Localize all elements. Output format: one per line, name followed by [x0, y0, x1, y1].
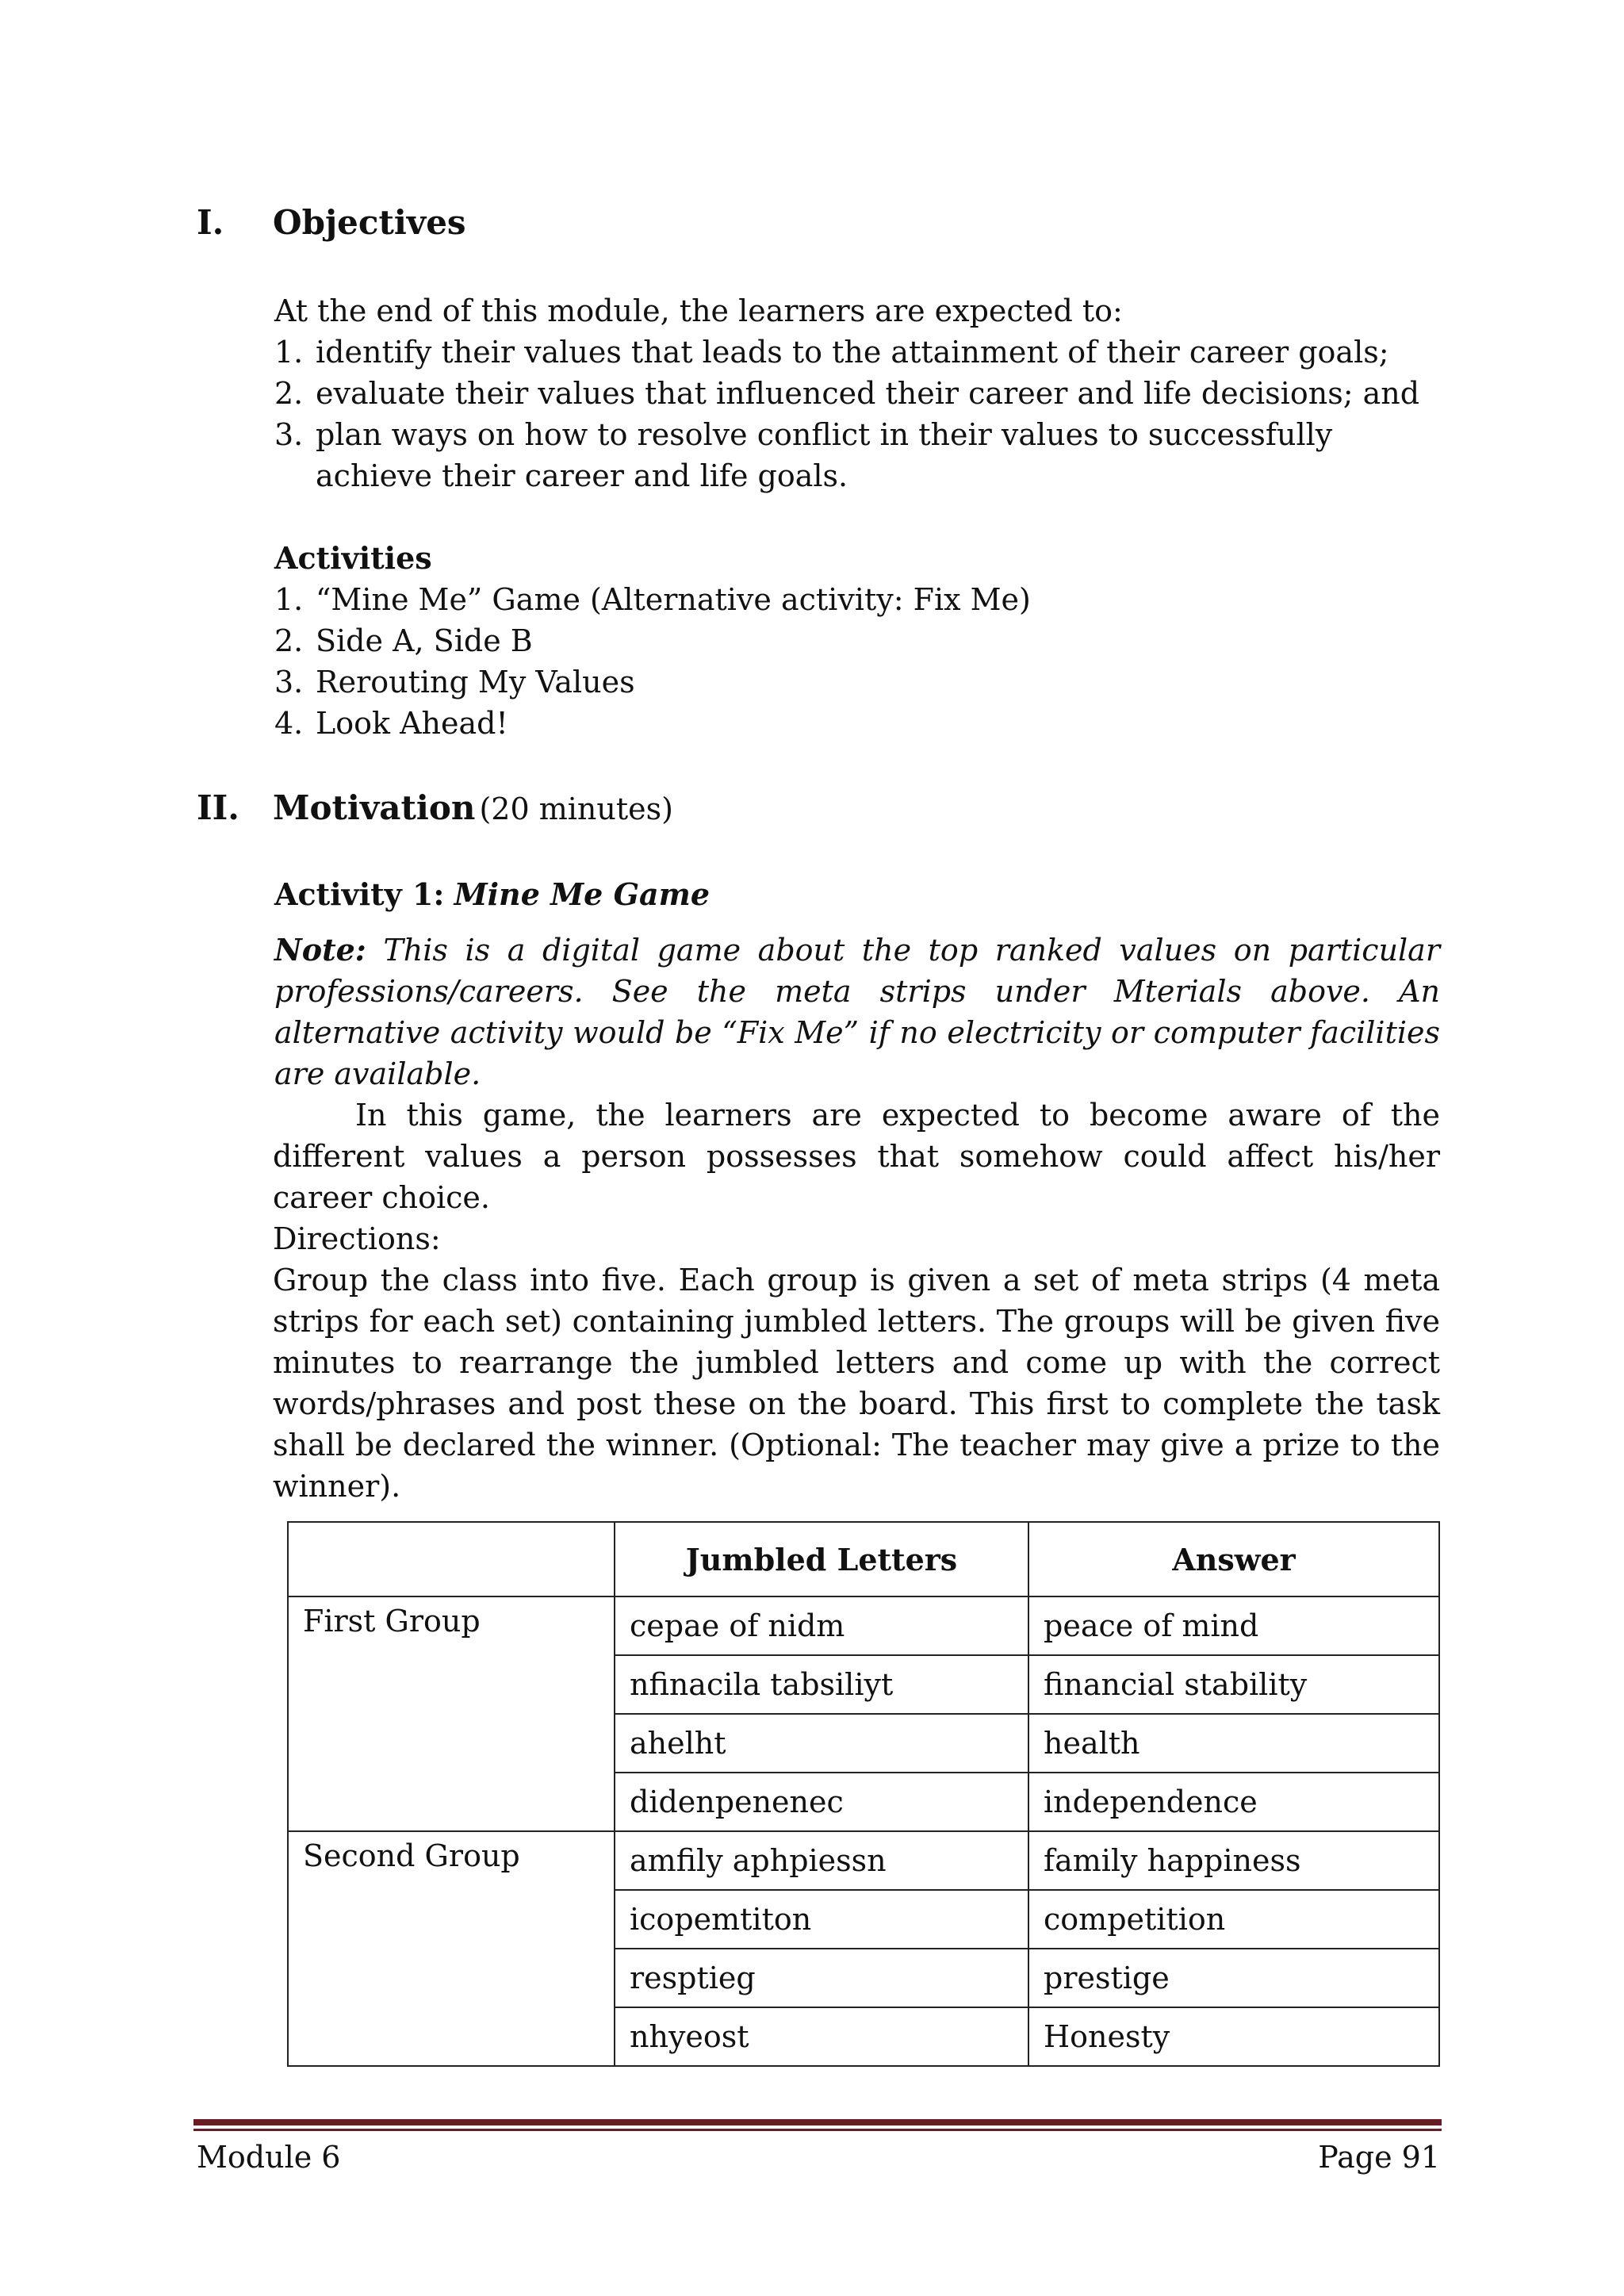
list-item	[274, 703, 1440, 744]
activity-note	[274, 930, 1440, 1094]
footer-page-number: Page 91	[1318, 2140, 1440, 2175]
objectives-list	[274, 332, 1440, 496]
list-item-number: 1.	[274, 335, 304, 370]
activities-list	[274, 579, 1440, 744]
list-item-number: 4.	[274, 706, 304, 741]
directions-text: Group the class into five. Each group is given a set of meta strips (4 meta strips for each set) containing jumbled letters. The groups will be given five minutes to rearrange the jumbled letters and come up with the correct words/phrases and post these on the board. This first to complete the task shall be declared the winner. (Optional: The teacher may give a prize to the winner).	[273, 1263, 1440, 1504]
list-item-text: Look Ahead!	[316, 706, 508, 741]
list-item	[274, 332, 1440, 373]
note-label: Note:	[274, 932, 366, 968]
list-item-text: identify their values that leads to the attainment of their career goals;	[316, 335, 1389, 370]
section-heading-motivation	[273, 788, 673, 827]
list-item	[274, 414, 1440, 496]
activities-title: Activities	[274, 540, 432, 576]
list-item-number: 2.	[274, 376, 304, 411]
motivation-paragraph: In this game, the learners are expected to become aware of the different values a person possesses that somehow could affect his/her career choice.	[273, 1098, 1440, 1215]
list-item-text: evaluate their values that influenced their career and life decisions; and	[316, 376, 1420, 411]
list-item	[274, 661, 1440, 703]
table-header-jumbled: Jumbled Letters	[615, 1522, 1028, 1596]
directions-label: Directions:	[273, 1221, 441, 1256]
list-item-text: plan ways on how to resolve conflict in their values to successfully achieve their career and life goals.	[316, 417, 1333, 493]
jumbled-cell: nhyeost	[615, 2007, 1028, 2066]
answer-cell: family happiness	[1028, 1831, 1439, 1890]
jumbled-cell: amfily aphpiessn	[615, 1831, 1028, 1890]
answer-cell: competition	[1028, 1890, 1439, 1949]
list-item-number: 2.	[274, 623, 304, 658]
answer-cell: independence	[1028, 1773, 1439, 1831]
section-title-objectives: Objectives	[273, 203, 466, 242]
list-item	[274, 620, 1440, 661]
list-item-text: “Mine Me” Game (Alternative activity: Fix Me)	[316, 582, 1031, 617]
group-name-cell: Second Group	[288, 1831, 615, 2066]
table-row	[288, 1596, 1439, 1655]
list-item-number: 3.	[274, 417, 304, 452]
note-text: This is a digital game about the top ranked values on particular professions/careers. See the meta strips under Mterials above. An alternative activity would be “Fix Me” if no electricity or computer facilities are available.	[274, 933, 1440, 1091]
group-name-cell: First Group	[288, 1596, 615, 1831]
jumbled-letters-table	[287, 1521, 1440, 2067]
footer-rule-thick	[193, 2119, 1442, 2125]
answer-cell: Honesty	[1028, 2007, 1439, 2066]
jumbled-cell: cepae of nidm	[615, 1596, 1028, 1655]
table-header-answer: Answer	[1028, 1522, 1439, 1596]
list-item	[274, 579, 1440, 620]
footer-rule-thin	[193, 2129, 1442, 2131]
section-numeral-motivation: II.	[197, 788, 239, 827]
answer-cell: prestige	[1028, 1949, 1439, 2007]
table-row	[288, 1831, 1439, 1890]
table-header-group	[288, 1522, 615, 1596]
section-title-motivation: Motivation	[273, 788, 476, 827]
jumbled-cell: didenpenenec	[615, 1773, 1028, 1831]
table-header-row	[288, 1522, 1439, 1596]
answer-cell: financial stability	[1028, 1655, 1439, 1714]
list-item-number: 3.	[274, 665, 304, 700]
list-item-number: 1.	[274, 582, 304, 617]
motivation-duration: (20 minutes)	[479, 792, 673, 826]
jumbled-cell: nfinacila tabsiliyt	[615, 1655, 1028, 1714]
jumbled-cell: ahelht	[615, 1714, 1028, 1773]
answer-cell: health	[1028, 1714, 1439, 1773]
list-item-text: Side A, Side B	[316, 623, 533, 658]
jumbled-cell: resptieg	[615, 1949, 1028, 2007]
activity-1-label: Activity 1:	[274, 876, 445, 912]
activity-1-name: Mine Me Game	[454, 876, 710, 912]
footer-module: Module 6	[197, 2140, 341, 2175]
activity-1-heading	[274, 874, 710, 915]
section-numeral-objectives: I.	[197, 203, 224, 242]
objectives-intro: At the end of this module, the learners are expected to:	[274, 293, 1123, 328]
answer-cell: peace of mind	[1028, 1596, 1439, 1655]
jumbled-cell: icopemtiton	[615, 1890, 1028, 1949]
list-item	[274, 373, 1440, 414]
list-item-text: Rerouting My Values	[316, 665, 635, 700]
